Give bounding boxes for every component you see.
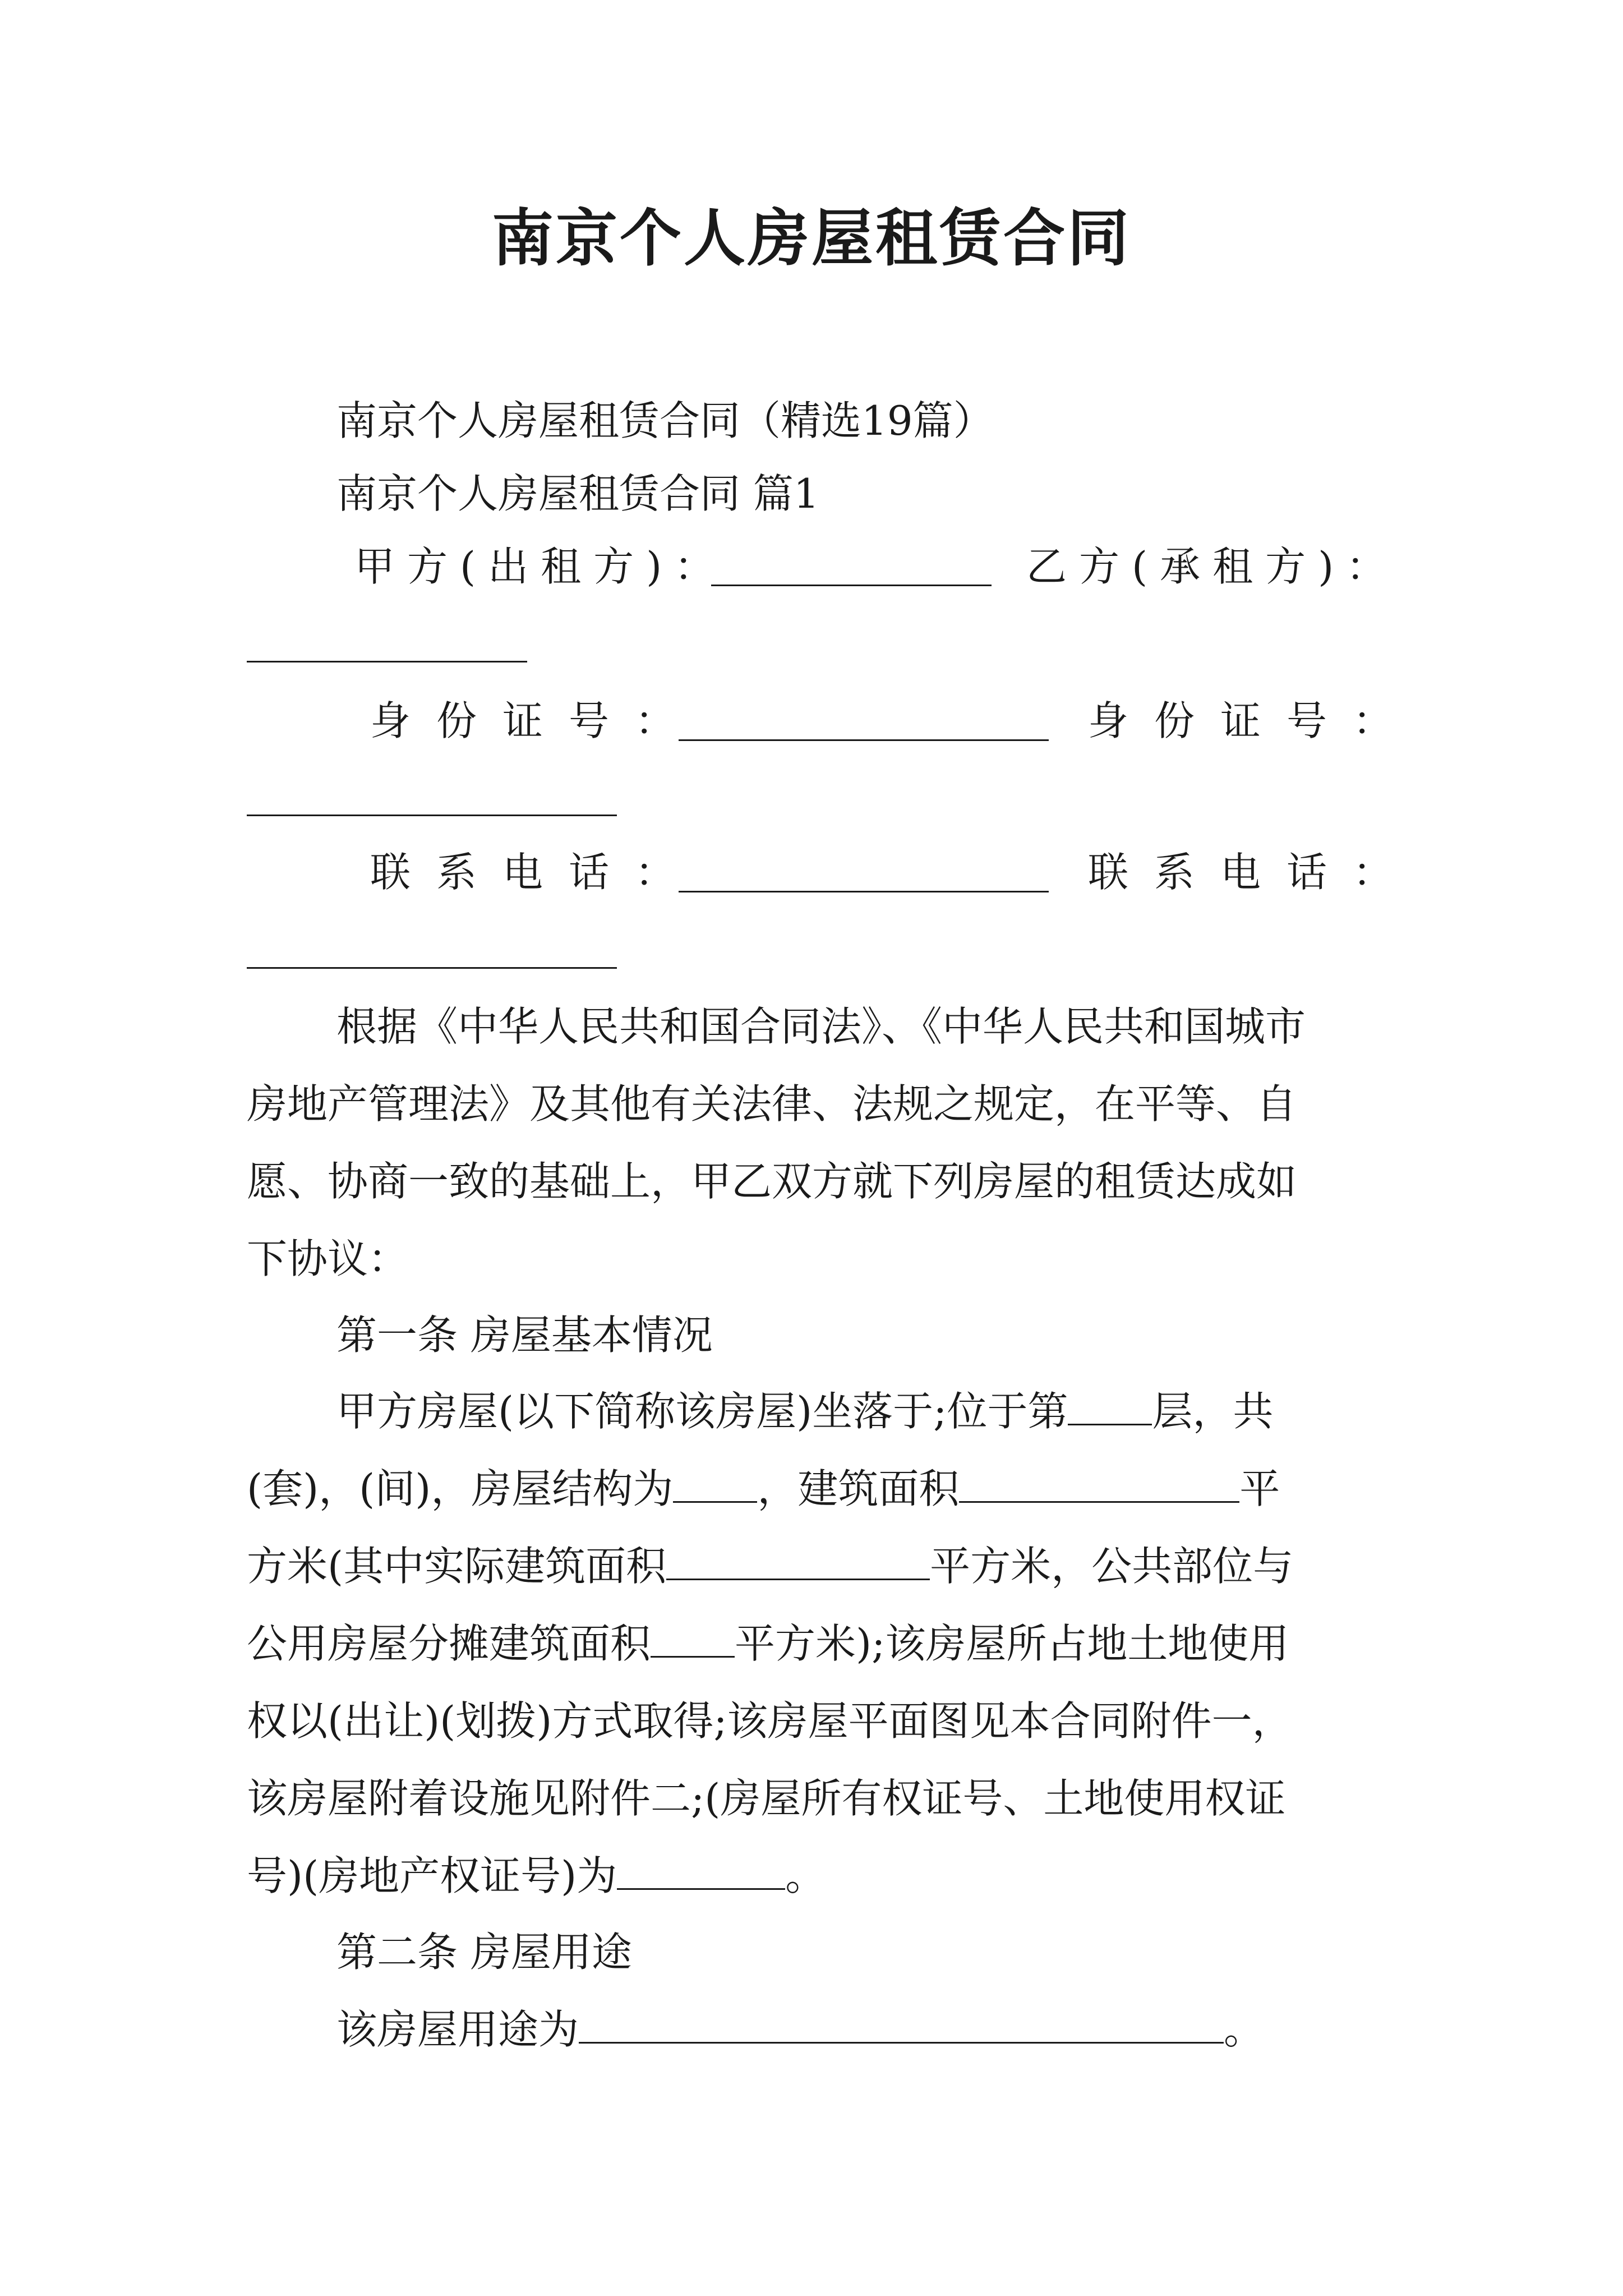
article-1-line-2-a: (套)，(间)，房屋结构为 — [247, 1465, 674, 1512]
actual-area-blank[interactable] — [666, 1542, 930, 1580]
preamble-line-3: 愿、协商一致的基础上，甲乙双方就下列房屋的租赁达成如 — [247, 1158, 1297, 1205]
article-1-heading: 第一条 房屋基本情况 — [336, 1312, 713, 1359]
article-2-heading: 第二条 房屋用途 — [336, 1929, 632, 1976]
article-1-line-5: 权以(出让)(划拨)方式取得;该房屋平面图见本合同附件一， — [247, 1697, 1293, 1745]
preamble-line-2: 房地产管理法》及其他有关法律、法规之规定，在平等、自 — [247, 1080, 1297, 1128]
phone-b-blank[interactable] — [247, 967, 617, 969]
party-b-label: 乙方(承租方)： — [1026, 543, 1399, 590]
phone-a-blank[interactable] — [679, 891, 1049, 892]
id-a-blank[interactable] — [679, 739, 1049, 741]
article-2-line-1-a: 该房屋用途为 — [336, 2006, 579, 2053]
subtitle: 南京个人房屋租赁合同（精选19篇） — [336, 397, 994, 444]
article-1-line-1 — [336, 1383, 1273, 1439]
preamble-line-4: 下协议： — [247, 1235, 409, 1282]
id-label-a: 身份证号： — [370, 697, 702, 744]
article-1-line-7 — [247, 1848, 826, 1904]
article-1-line-7-b: 。 — [785, 1852, 826, 1899]
party-b-blank[interactable] — [247, 661, 527, 662]
usage-blank[interactable] — [579, 2005, 1224, 2044]
party-a-label: 甲方(出租方)： — [354, 543, 727, 590]
phone-label-a: 联系电话： — [370, 849, 702, 896]
article-1-line-4-b: 平方米);该房屋所占地土地使用 — [735, 1620, 1289, 1667]
article-1-line-1-b: 层，共 — [1152, 1388, 1274, 1435]
article-1-line-4 — [247, 1616, 1289, 1672]
preamble-line-1: 根据《中华人民共和国合同法》、《中华人民共和国城市 — [336, 1003, 1306, 1050]
article-2-line-1-b: 。 — [1224, 2006, 1265, 2053]
article-1-line-3-b: 平方米，公共部位与 — [930, 1543, 1294, 1590]
article-1-line-1-a: 甲方房屋(以下简称该房屋)坐落于;位于第 — [336, 1388, 1068, 1435]
article-1-line-7-a: 号)(房地产权证号)为 — [247, 1852, 617, 1899]
document-title: 南京个人房屋租赁合同 — [492, 202, 1131, 274]
structure-blank[interactable] — [673, 1464, 757, 1503]
certificate-number-blank[interactable] — [617, 1851, 785, 1890]
article-1-line-2-c: 平 — [1239, 1465, 1280, 1512]
article-2-line-1 — [336, 2001, 1264, 2058]
article-1-line-4-a: 公用房屋分摊建筑面积 — [247, 1620, 651, 1667]
party-a-blank[interactable] — [711, 585, 992, 586]
shared-area-blank[interactable] — [651, 1619, 735, 1658]
id-label-b: 身份证号： — [1088, 697, 1419, 744]
building-area-blank[interactable] — [959, 1464, 1239, 1503]
article-1-line-3 — [247, 1538, 1293, 1594]
phone-label-b: 联系电话： — [1088, 849, 1419, 896]
floor-blank[interactable] — [1068, 1387, 1152, 1425]
article-1-line-2 — [247, 1461, 1280, 1517]
id-b-blank[interactable] — [247, 815, 617, 816]
section-heading: 南京个人房屋租赁合同 篇1 — [336, 470, 819, 517]
article-1-line-3-a: 方米(其中实际建筑面积 — [247, 1543, 667, 1590]
article-1-line-2-b: ，建筑面积 — [757, 1465, 960, 1512]
article-1-line-6: 该房屋附着设施见附件二;(房屋所有权证号、土地使用权证 — [247, 1775, 1286, 1822]
